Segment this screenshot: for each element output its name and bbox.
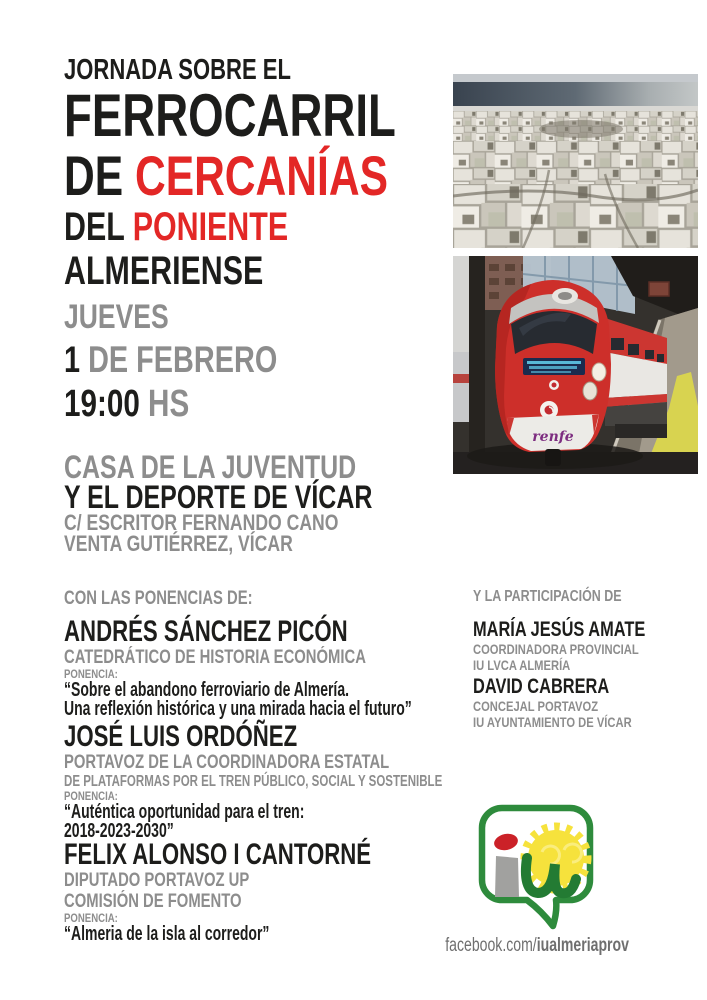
ponencia-label: PONENCIA: (64, 911, 118, 925)
aerial-greenhouses-illustration (453, 74, 698, 248)
event-time: 19:00 HS (64, 383, 190, 425)
renfe-logo-text: renfe (532, 429, 574, 445)
speaker-role: DIPUTADO PORTAVOZ UP (64, 870, 250, 891)
venue-name-line-2: Y EL DEPORTE DE VÍCAR (64, 479, 373, 515)
venue-address-line-1: C/ ESCRITOR FERNANDO CANO (64, 510, 339, 535)
participant-role: COORDINADORA PROVINCIAL (473, 641, 639, 657)
speaker-name: JOSÉ LUIS ORDÓÑEZ (64, 720, 298, 753)
participation-block (473, 588, 693, 730)
participation-heading: Y LA PARTICIPACIÓN DE (473, 588, 622, 605)
participant-role: CONCEJAL PORTAVOZ (473, 698, 599, 714)
renfe-train-illustration (453, 256, 698, 474)
talk-title-line-2: 2018-2023-2030” (64, 820, 174, 842)
facebook-url-prefix: facebook.com/ (445, 935, 537, 956)
talk-title-line-1: “Auténtica oportunidad para el tren: (64, 801, 305, 823)
ponencia-label: PONENCIA: (64, 667, 118, 681)
speaker-andres-sanchez-picon (64, 617, 464, 719)
aerial-greenhouses-photo (453, 74, 698, 248)
venue-name-line-1: CASA DE LA JUVENTUD (64, 449, 357, 485)
participant-name: MARÍA JESÚS AMATE (473, 618, 646, 641)
speaker-role: PORTAVOZ DE LA COORDINADORA ESTATAL (64, 752, 390, 773)
title-line-2: FERROCARRIL (64, 82, 396, 149)
speaker-role-2: COMISIÓN DE FOMENTO (64, 891, 242, 912)
facebook-line (413, 936, 658, 956)
event-weekday: JUEVES (64, 298, 169, 336)
speaker-felix-alonso-i-cantorne (64, 840, 464, 944)
talk-title-line-1: “Almeria de la isla al corredor” (64, 923, 270, 945)
talk-title-line-1: “Sobre el abandono ferroviario de Almería. (64, 679, 349, 701)
ponencia-label: PONENCIA: (64, 789, 118, 803)
participant-role-2: IU AYUNTAMIENTO DE VÍCAR (473, 714, 632, 730)
speakers-heading: CON LAS PONENCIAS DE: (64, 588, 253, 609)
datetime-block (64, 297, 337, 427)
event-date: 1 DE FEBRERO (64, 339, 278, 380)
title-block (64, 55, 501, 293)
speaker-role-2: DE PLATAFORMAS POR EL TREN PÚBLICO, SOCIAL Y SOSTENIBLE (64, 773, 443, 790)
title-line-3: DE CERCANÍAS (64, 144, 388, 207)
facebook-handle: iualmeriaprov (536, 935, 629, 956)
title-line-1: JORNADA SOBRE EL (64, 54, 291, 86)
venue-block (64, 449, 459, 556)
title-line-5: ALMERIENSE (64, 249, 264, 293)
iu-logo-graphic (472, 802, 608, 930)
participant-name: DAVID CABRERA (473, 675, 610, 698)
venue-address-line-2: VENTA GUTIÉRREZ, VÍCAR (64, 531, 293, 556)
title-line-4: DEL PONIENTE (64, 205, 289, 249)
participant-role-2: IU LVCA ALMERÍA (473, 657, 571, 673)
speaker-role: CATEDRÁTICO DE HISTORIA ECONÓMICA (64, 647, 366, 668)
speaker-name: ANDRÉS SÁNCHEZ PICÓN (64, 615, 348, 648)
speaker-jose-luis-ordonez (64, 722, 464, 841)
talk-title-line-2: Una reflexión histórica y una mirada hacia el futuro” (64, 698, 412, 720)
speaker-name: FELIX ALONSO I CANTORNÉ (64, 838, 372, 871)
iu-logo (472, 802, 608, 930)
renfe-train-photo (453, 256, 698, 474)
